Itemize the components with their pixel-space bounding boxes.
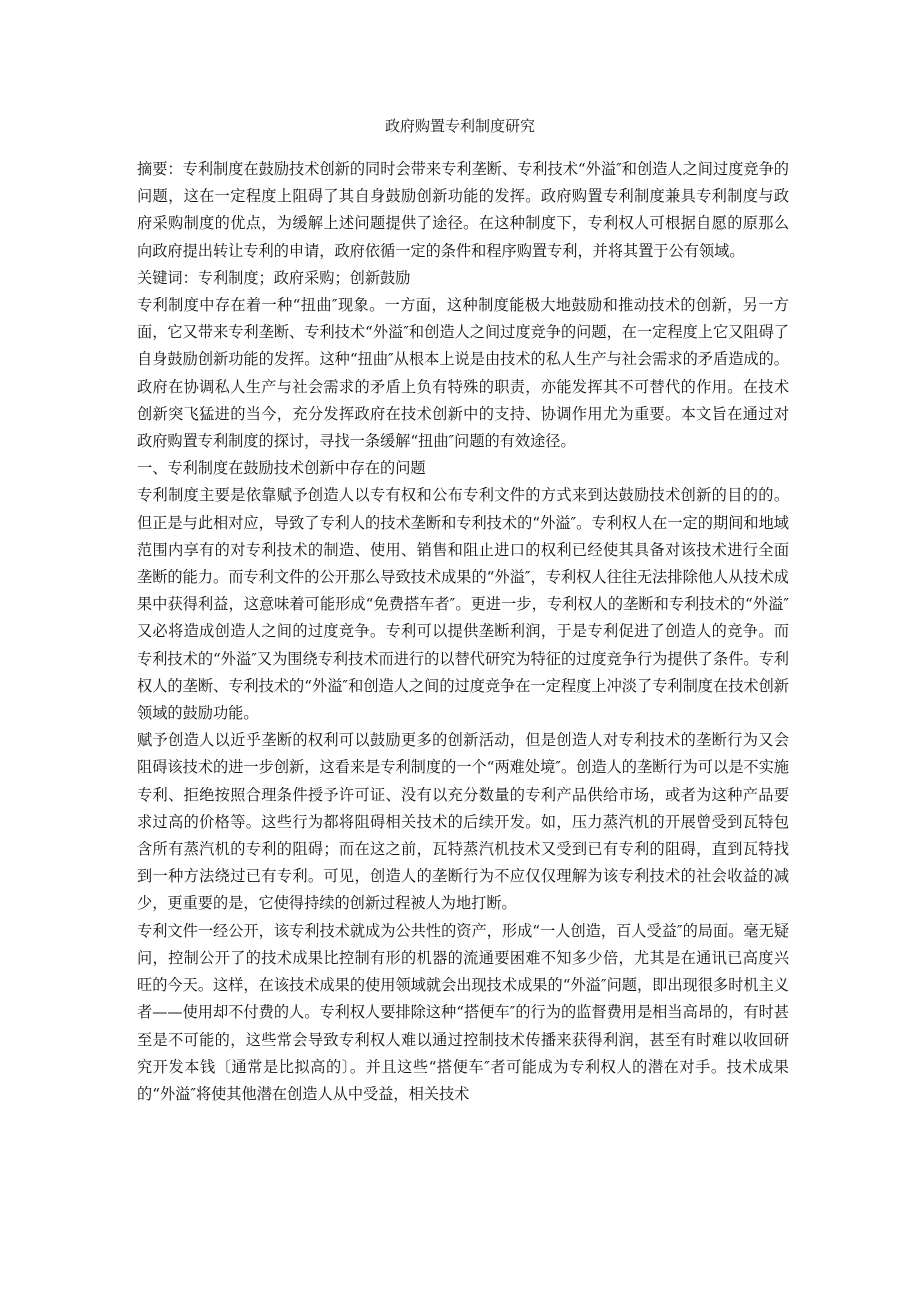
body-paragraph: 赋予创造人以近乎垄断的权利可以鼓励更多的创新活动，但是创造人对专利技术的垄断行为又会阻碍该技术的进一步创新，这看来是专利制度的一个“两难处境″。创造人的垄断行为可以是不实施专利、拒绝按照合理条件授予许可证、没有以充分数量的专利产品供给市场，或者为这种产品要求过高的价格等。这些行为都将阻碍相关技术的后续开发。如，压力蒸汽机的开展曾受到瓦特包含所有蒸汽机的专利的阻碍；而在这之前，瓦特蒸汽机技术又受到已有专利的阻碍，直到瓦特找到一种方法绕过已有专利。可见，创造人的垄断行为不应仅仅理解为该专利技术的社会收益的减少，更重要的是，它使得持续的创新过程被人为地打断。 xyxy=(137,731,789,913)
document-body xyxy=(137,156,789,1108)
section-heading: 一、专利制度在鼓励技术创新中存在的问题 xyxy=(137,459,426,478)
keywords-line: 关键词：专利制度；政府采购；创新鼓励 xyxy=(137,268,411,287)
body-paragraph: 专利文件一经公开，该专利技术就成为公共性的资产，形成“一人创造，百人受益″的局面。毫无疑问，控制公开了的技术成果比控制有形的机器的流通要困难不知多少倍，尤其是在通讯已高度兴旺的今天。这样，在该技术成果的使用领域就会出现技术成果的“外溢″问题，即出现很多时机主义者——使用却不付费的人。专利权人要排除这种“搭便车″的行为的监督费用是相当高昂的，有时甚至是不可能的，这些常会导致专利权人难以通过控制技术传播来获得利润，甚至有时难以收回研究开发本钱〔通常是比拟高的〕。并且这些“搭便车″者可能成为专利权人的潜在对手。技术成果的“外溢″将使其他潜在创造人从中受益，相关技术 xyxy=(137,921,789,1103)
abstract-paragraph: 摘要：专利制度在鼓励技术创新的同时会带来专利垄断、专利技术“外溢″和创造人之间过度竞争的问题，这在一定程度上阻碍了其自身鼓励创新功能的发挥。政府购置专利制度兼具专利制度与政府采购制度的优点，为缓解上述问题提供了途径。在这种制度下，专利权人可根据自愿的原那么向政府提出转让专利的申请，政府依循一定的条件和程序购置专利，并将其置于公有领域。 xyxy=(137,160,789,260)
intro-paragraph: 专利制度中存在着一种“扭曲″现象。一方面，这种制度能极大地鼓励和推动技术的创新，另一方面，它又带来专利垄断、专利技术“外溢″和创造人之间过度竞争的问题，在一定程度上它又阻碍了自身鼓励创新功能的发挥。这种“扭曲″从根本上说是由技术的私人生产与社会需求的矛盾造成的。政府在协调私人生产与社会需求的矛盾上负有特殊的职责，亦能发挥其不可替代的作用。在技术创新突飞猛进的当今，充分发挥政府在技术创新中的支持、协调作用尤为重要。本文旨在通过对政府购置专利制度的探讨，寻找一条缓解“扭曲″问题的有效途径。 xyxy=(137,296,789,451)
document-title: 政府购置专利制度研究 xyxy=(384,117,535,135)
body-paragraph: 专利制度主要是依靠赋予创造人以专有权和公布专利文件的方式来到达鼓励技术创新的目的的。但正是与此相对应，导致了专利人的技术垄断和专利技术的“外溢″。专利权人在一定的期间和地域范围内享有的对专利技术的制造、使用、销售和阻止进口的权利已经使其具备对该技术进行全面垄断的能力。而专利文件的公开那么导致技术成果的“外溢″，专利权人往往无法排除他人从技术成果中获得利益，这意味着可能形成“免费搭车者″。更进一步，专利权人的垄断和专利技术的“外溢″又必将造成创造人之间的过度竞争。专利可以提供垄断利润，于是专利促进了创造人的竞争。而专利技术的“外溢″又为围绕专利技术而进行的以替代研究为特征的过度竞争行为提供了条件。专利权人的垄断、专利技术的“外溢″和创造人之间的过度竞争在一定程度上冲淡了专利制度在技术创新领域的鼓励功能。 xyxy=(137,486,789,723)
